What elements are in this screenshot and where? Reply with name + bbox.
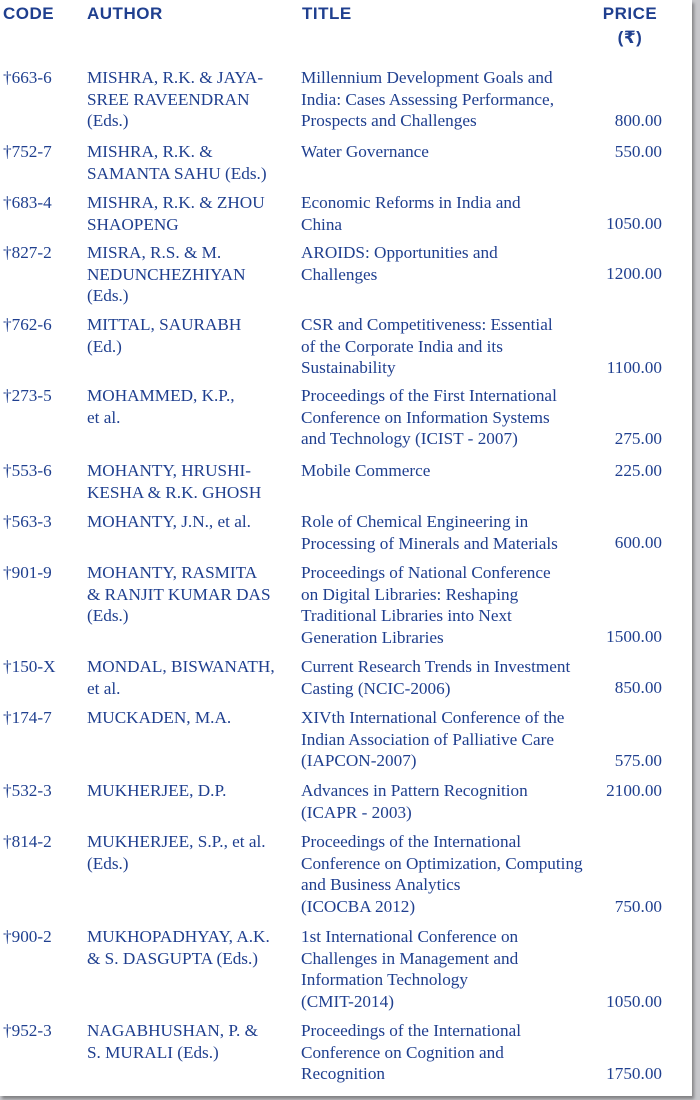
row-code: †752-7 [3,142,52,161]
row-code: †563-3 [3,512,52,531]
row-title: Advances in Pattern Recognition (ICAPR - 2003) [301,781,528,822]
row-code: †273-5 [3,386,52,405]
row-author: MUKHERJEE, S.P., et al. (Eds.) [87,832,266,873]
row-price: 1200.00 [606,264,662,283]
row-price: 550.00 [614,142,662,161]
row-title: Proceedings of the International Conference on Cognition and Recognition [301,1021,522,1083]
row-title: Proceedings of the First International Conference on Information Systems and Technology (ICIST - 2007) [301,386,557,448]
row-author: NAGABHUSHAN, P. & S. MURALI (Eds.) [87,1021,258,1062]
row-author: MITTAL, SAURABH (Ed.) [87,315,242,356]
row-author: MOHANTY, HRUSHI- KESHA & R.K. GHOSH [87,461,262,502]
row-code: †952-3 [3,1021,52,1040]
row-price: 1050.00 [606,992,662,1011]
row-author: MUKHOPADHYAY, A.K. & S. DASGUPTA (Eds.) [87,927,270,968]
row-price: 2100.00 [606,781,662,800]
row-title: AROIDS: Opportunities and Challenges [301,243,498,284]
header-currency: (₹) [617,28,643,47]
row-title: Proceedings of the International Conference on Optimization, Computing and Business Analytics (ICOCBA 2012) [301,832,583,916]
row-author: MOHANTY, J.N., et al. [87,512,251,531]
row-author: MONDAL, BISWANATH, et al. [87,657,275,698]
row-title: Millennium Development Goals and India: Cases Assessing Performance, Prospects and Challenges [301,68,554,130]
row-author: MUKHERJEE, D.P. [87,781,227,800]
row-code: †827-2 [3,243,52,262]
row-code: †900-2 [3,927,52,946]
row-author: MISHRA, R.K. & ZHOU SHAOPENG [87,193,265,234]
row-price: 1750.00 [606,1064,662,1083]
row-title: Current Research Trends in Investment Casting (NCIC-2006) [301,657,571,698]
row-title: 1st International Conference on Challenges in Management and Information Technology (CMIT-2014) [301,927,519,1011]
row-author: MOHAMMED, K.P., et al. [87,386,235,427]
row-code: †814-2 [3,832,52,851]
row-price: 1500.00 [606,627,662,646]
row-title: Economic Reforms in India and China [301,193,521,234]
table-header [0,2,692,62]
row-price: 1050.00 [606,214,662,233]
row-code: †150-X [3,657,56,676]
row-author: MOHANTY, RASMITA & RANJIT KUMAR DAS (Eds.) [87,563,271,625]
row-title: Role of Chemical Engineering in Processing of Minerals and Materials [301,512,558,553]
row-code: †762-6 [3,315,52,334]
row-price: 225.00 [614,461,662,480]
row-code: †553-6 [3,461,52,480]
row-author: MISRA, R.S. & M. NEDUNCHEZHIYAN (Eds.) [87,243,246,305]
row-author: MISHRA, R.K. & SAMANTA SAHU (Eds.) [87,142,267,183]
row-price: 1100.00 [606,358,662,377]
row-price: 275.00 [614,429,662,448]
row-title: Proceedings of National Conference on Digital Libraries: Reshaping Traditional Libraries into Next Generation Libraries [301,563,551,647]
row-price: 575.00 [614,751,662,770]
row-code: †901-9 [3,563,52,582]
row-code: †663-6 [3,68,52,87]
row-code: †683-4 [3,193,52,212]
row-title: XIVth International Conference of the Indian Association of Palliative Care (IAPCON-2007) [301,708,565,770]
row-price: 600.00 [614,533,662,552]
header-author: AUTHOR [87,4,163,23]
row-author: MISHRA, R.K. & JAYA- SREE RAVEENDRAN (Eds.) [87,68,264,130]
row-title: Mobile Commerce [301,461,431,480]
row-price: 800.00 [614,111,662,130]
header-price [600,4,660,48]
header-code: CODE [3,4,55,23]
row-price: 750.00 [614,897,662,916]
header-price-label: PRICE [602,4,658,23]
row-title: Water Governance [301,142,429,161]
row-title: CSR and Competitiveness: Essential of the Corporate India and its Sustainability [301,315,553,377]
row-author: MUCKADEN, M.A. [87,708,232,727]
row-code: †532-3 [3,781,52,800]
header-title: TITLE [302,4,352,23]
row-price: 850.00 [614,678,662,697]
row-code: †174-7 [3,708,52,727]
